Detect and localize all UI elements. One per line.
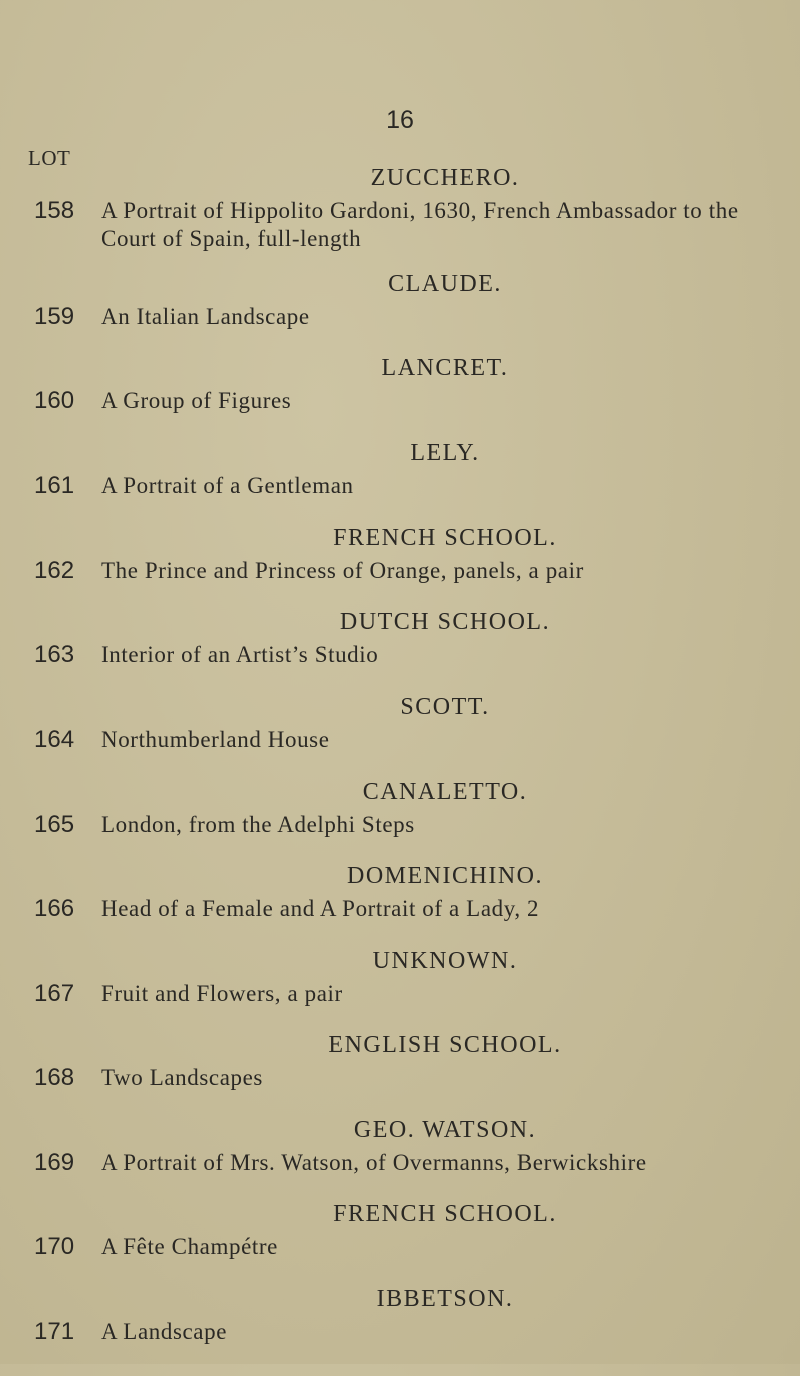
lot-entry bbox=[0, 609, 800, 699]
lot-title: A Portrait of a Gentleman bbox=[101, 473, 354, 498]
lot-entry bbox=[0, 694, 800, 784]
page-number: 16 bbox=[386, 106, 414, 134]
lot-title: Interior of an Artist’s Studio bbox=[101, 642, 379, 667]
lot-title: An Italian Landscape bbox=[101, 304, 310, 329]
artist-name: FRENCH SCHOOL. bbox=[333, 1201, 557, 1227]
artist-name: GEO. WATSON. bbox=[353, 1117, 537, 1143]
lot-number: 170 bbox=[34, 1233, 75, 1260]
lot-title: The Prince and Princess of Orange, panels, a pair bbox=[101, 558, 584, 583]
lot-entry bbox=[0, 355, 800, 445]
lot-number: 160 bbox=[34, 387, 75, 414]
artist-name: LANCRET. bbox=[381, 355, 509, 381]
lot-entry bbox=[0, 271, 800, 361]
lot-number: 168 bbox=[34, 1064, 75, 1091]
lot-title: London, from the Adelphi Steps bbox=[101, 812, 415, 837]
artist-name: FRENCH SCHOOL. bbox=[333, 525, 557, 551]
lot-entry bbox=[0, 1286, 800, 1376]
lot-number: 158 bbox=[34, 197, 75, 224]
lot-entry bbox=[0, 948, 800, 1038]
artist-name: DUTCH SCHOOL. bbox=[339, 609, 551, 635]
lot-column-label: LOT bbox=[28, 146, 71, 170]
lot-number: 161 bbox=[34, 472, 75, 499]
artist-name: DOMENICHINO. bbox=[347, 863, 543, 889]
lot-title: Two Landscapes bbox=[101, 1065, 263, 1090]
lot-number: 166 bbox=[34, 895, 75, 922]
lot-entry bbox=[0, 525, 800, 615]
lot-title: Head of a Female and A Portrait of a Lady, 2 bbox=[101, 896, 540, 921]
artist-name: IBBETSON. bbox=[376, 1286, 514, 1312]
artist-name: ENGLISH SCHOOL. bbox=[328, 1032, 562, 1058]
artist-name: UNKNOWN. bbox=[372, 948, 518, 974]
lot-title: Northumberland House bbox=[101, 727, 330, 752]
lot-title: A Fête Champétre bbox=[101, 1234, 278, 1259]
artist-name: ZUCCHERO. bbox=[370, 165, 520, 191]
lot-number: 171 bbox=[34, 1318, 75, 1345]
lot-title: A Landscape bbox=[101, 1319, 228, 1344]
lot-entry bbox=[0, 1117, 800, 1207]
lot-entry bbox=[0, 779, 800, 869]
lot-entry bbox=[0, 165, 800, 255]
artist-name: CLAUDE. bbox=[388, 271, 502, 297]
lot-title: A Portrait of Mrs. Watson, of Overmanns, Berwickshire bbox=[101, 1150, 647, 1175]
lot-entry bbox=[0, 863, 800, 953]
lot-number: 169 bbox=[34, 1149, 75, 1176]
artist-name: CANALETTO. bbox=[362, 779, 528, 805]
lot-entry bbox=[0, 1032, 800, 1122]
artist-name: LELY. bbox=[410, 440, 480, 466]
artist-name: SCOTT. bbox=[400, 694, 490, 720]
lot-number: 162 bbox=[34, 557, 75, 584]
lot-number: 164 bbox=[34, 726, 75, 753]
lot-title: A Portrait of Hippolito Gardoni, 1630, French Ambassador to the Court of Spain, full-length bbox=[101, 198, 739, 251]
lot-number: 163 bbox=[34, 641, 75, 668]
lot-number: 167 bbox=[34, 980, 75, 1007]
lot-entry bbox=[0, 440, 800, 530]
lot-title: Fruit and Flowers, a pair bbox=[101, 981, 343, 1006]
lot-entry bbox=[0, 1201, 800, 1291]
lot-title: A Group of Figures bbox=[101, 388, 292, 413]
lot-number: 159 bbox=[34, 303, 75, 330]
lot-number: 165 bbox=[34, 811, 75, 838]
